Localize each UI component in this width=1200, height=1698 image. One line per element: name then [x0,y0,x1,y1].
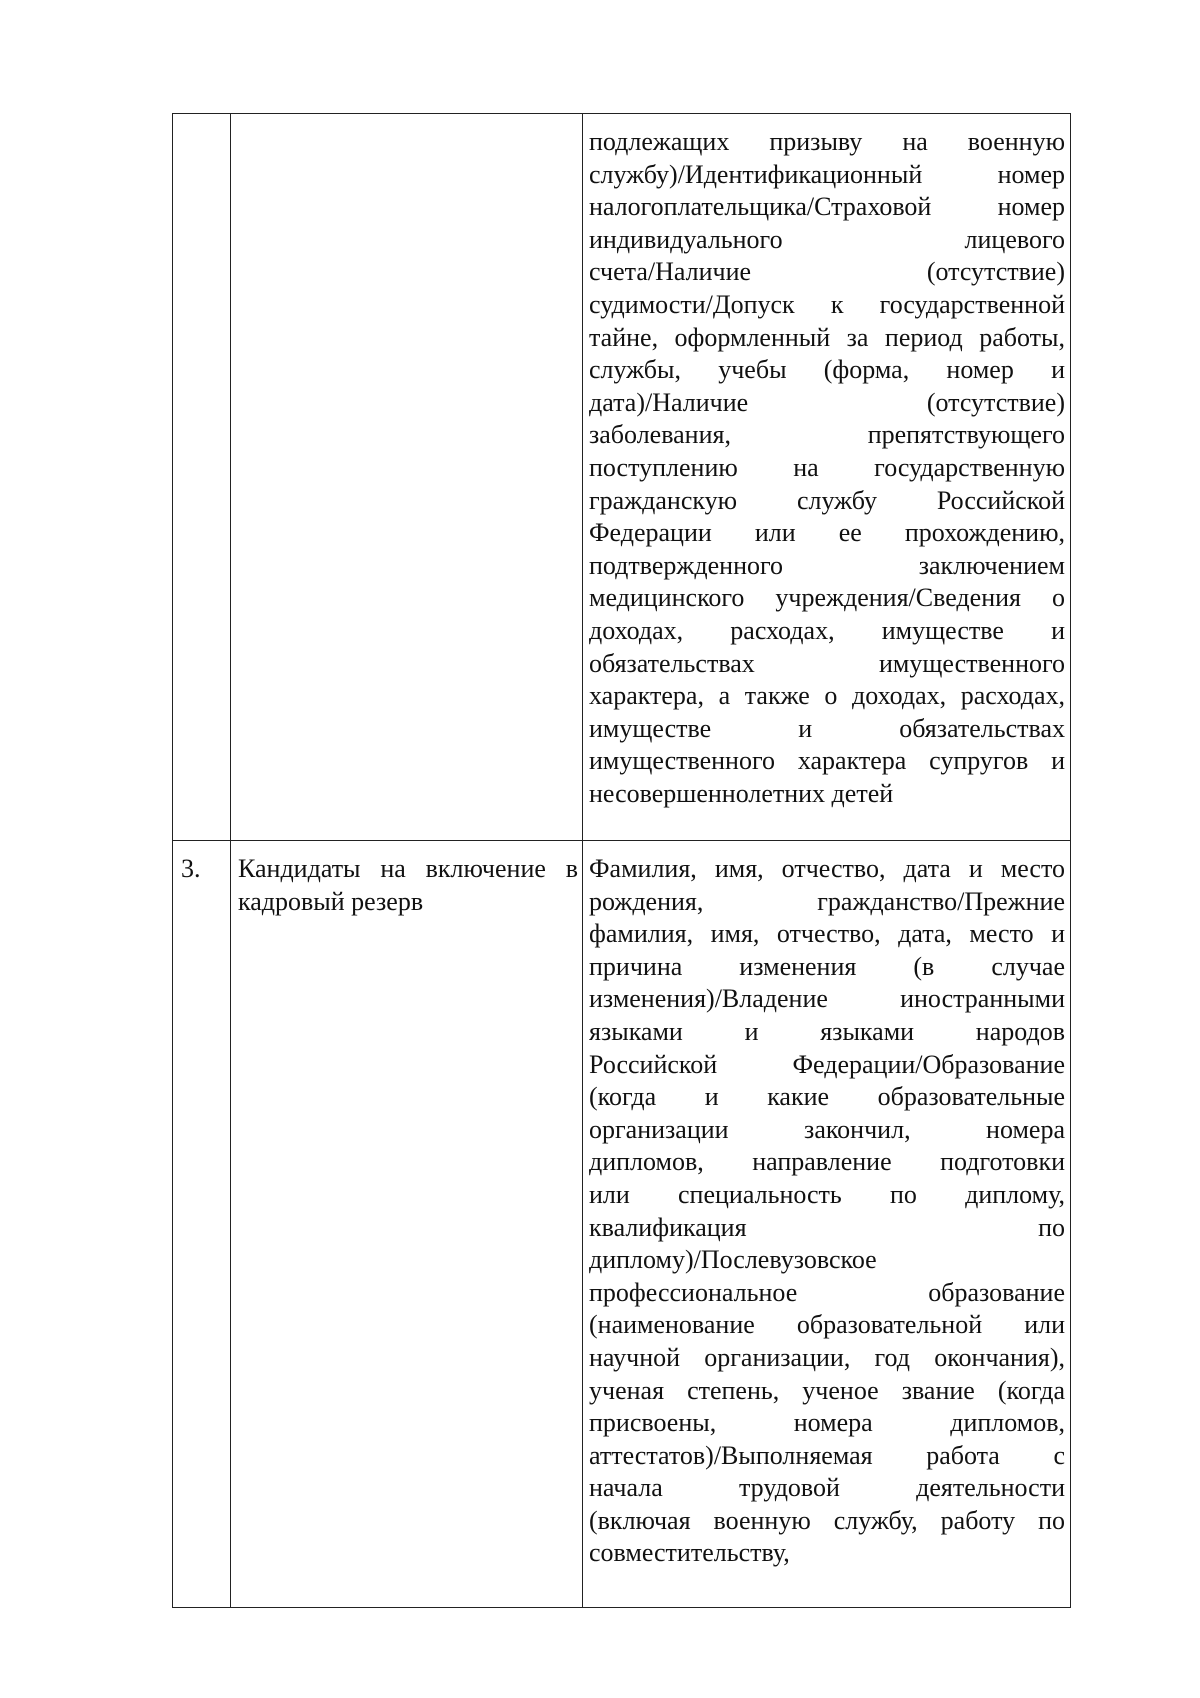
text-line: доходах, расходах, имуществе и [589,615,1065,645]
text-line: счета/Наличие (отсутствие) [589,257,1065,287]
text-line: аттестатов)/Выполняемая работа с [589,1440,1065,1470]
text-line: имуществе и обязательствах [589,713,1065,743]
category-cell [231,114,583,841]
text-line: или специальность по диплому, [589,1179,1065,1209]
text-line: причина изменения (в случае [589,951,1065,981]
text-line: ученая степень, ученое звание (когда [589,1375,1065,1405]
text-line: дата)/Наличие (отсутствие) [589,387,1065,417]
text-line: поступлению на государственную [589,452,1065,482]
text-line: языками и языками народов [589,1016,1065,1046]
text-line: организации закончил, номера [589,1114,1065,1144]
text-line: гражданскую службу Российской [589,485,1065,515]
text-line: фамилия, имя, отчество, дата, место и [589,919,1065,949]
table-row [173,841,1071,1608]
text-line: (наименование образовательной или [589,1310,1065,1340]
text-line: имущественного характера супругов и [589,746,1065,776]
text-line: судимости/Допуск к государственной [589,289,1065,319]
text-line: Российской Федерации/Образование [589,1049,1065,1079]
row-number-cell [173,114,231,841]
text-line: дипломов, направление подготовки [589,1147,1065,1177]
text-line: диплому)/Послевузовское [589,1245,877,1275]
text-line: налогоплательщика/Страховой номер [589,192,1065,222]
text-line: подлежащих призыву на военную [589,127,1065,156]
text-line: индивидуального лицевого [589,224,1065,254]
text-line: (включая военную службу, работу по [589,1505,1065,1535]
text-line: несовершеннолетних детей [589,778,894,808]
table-row [173,114,1071,841]
text-line: заболевания, препятствующего [589,420,1065,450]
text-line: медицинского учреждения/Сведения о [589,583,1065,613]
text-line: службы, учебы (форма, номер и [589,355,1065,385]
data-table [172,113,1071,1608]
text-line: начала трудовой деятельности [589,1473,1065,1503]
text-line: рождения, гражданство/Прежние [589,886,1065,916]
text-line: изменения)/Владение иностранными [589,984,1065,1014]
personal-data-cell [583,114,1071,841]
text-line: профессиональное образование [589,1277,1065,1307]
text-line: квалификация по [589,1212,1065,1242]
text-line: службу)/Идентификационный номер [589,159,1065,189]
text-line: научной организации, год окончания), [589,1342,1065,1372]
text-line: совместительству, [589,1538,790,1568]
text-line: характера, а также о доходах, расходах, [589,681,1065,711]
personal-data-cell [583,841,1071,1608]
text-line: Федерации или ее прохождению, [589,518,1065,548]
text-line: обязательствах имущественного [589,648,1065,678]
category-cell: Кандидаты на включение в кадровый резерв [231,841,583,1608]
text-line: Фамилия, имя, отчество, дата и место [589,854,1065,883]
row-number-cell: 3. [173,841,231,1608]
text-line: тайне, оформленный за период работы, [589,322,1065,352]
text-line: (когда и какие образовательные [589,1082,1065,1112]
text-line: подтвержденного заключением [589,550,1065,580]
text-line: присвоены, номера дипломов, [589,1408,1065,1438]
